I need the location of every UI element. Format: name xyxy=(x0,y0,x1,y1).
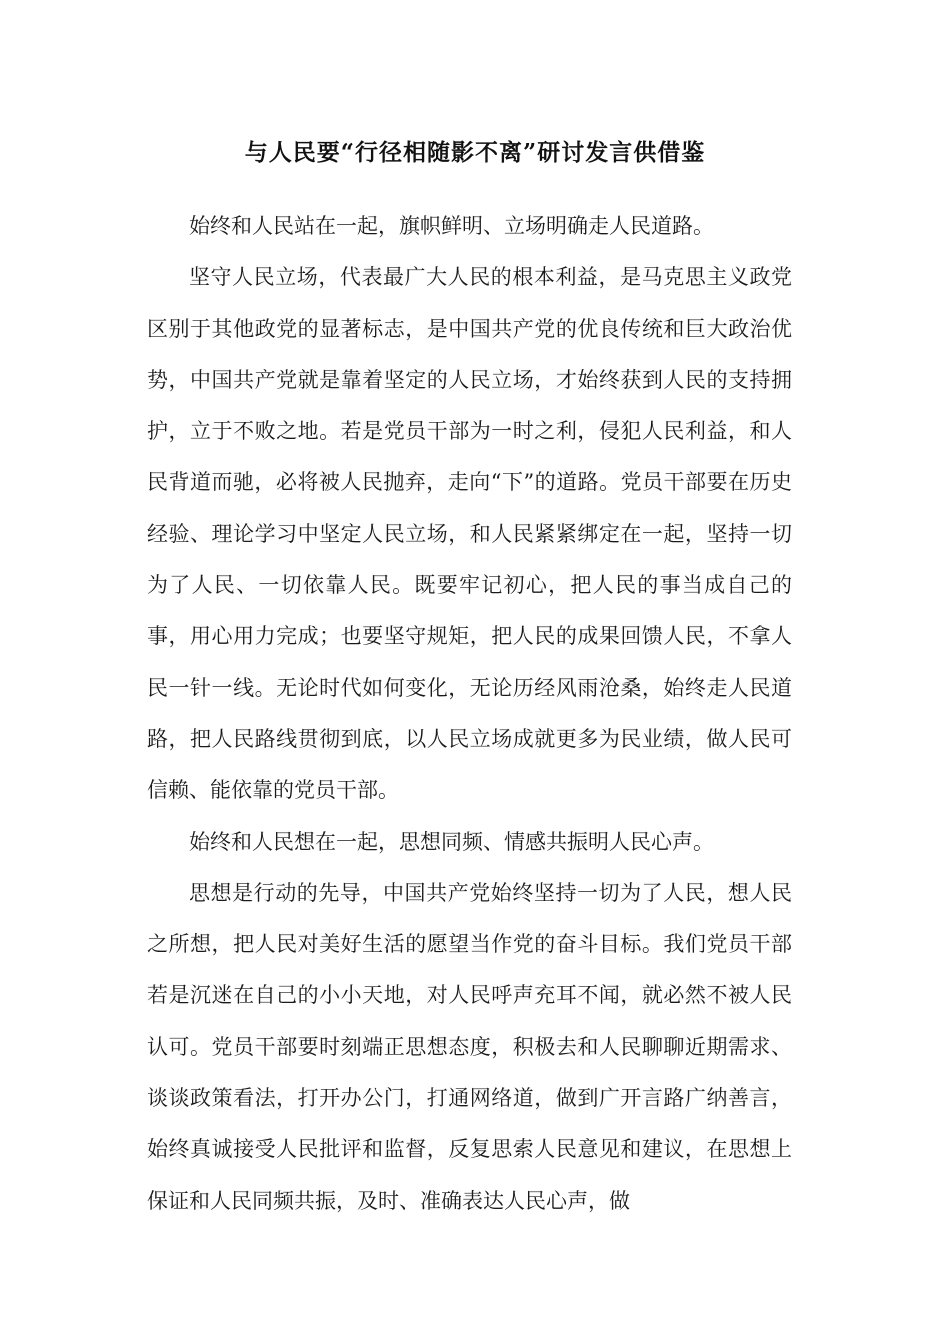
paragraph: 始终和人民想在一起，思想同频、情感共振明人民心声。 xyxy=(189,829,714,854)
document-body xyxy=(147,201,792,1227)
paragraph: 坚守人民立场，代表最广大人民的根本利益，是马克思主义政党区别于其他政党的显著标志，是中国共产党的优良传统和巨大政治优势，中国共产党就是靠着坚定的人民立场，才始终获到人民的支持拥护，立于不败之地。若是党员干部为一时之利，侵犯人民利益，和人民背道而驰，必将被人民抛弃，走向“下”的道路。党员干部要在历史经验、理论学习中坚定人民立场，和人民紧紧绑定在一起，坚持一切为了人民、一切依靠人民。既要牢记初心，把人民的事当成自己的事，用心用力完成；也要坚守规矩，把人民的成果回馈人民，不拿人民一针一线。无论时代如何变化，无论历经风雨沧桑，始终走人民道路，把人民路线贯彻到底，以人民立场成就更多为民业绩，做人民可信赖、能依靠的党员干部。 xyxy=(147,265,792,803)
document-title: 与人民要“行径相随影不离”研讨发言供借鉴 xyxy=(244,139,706,166)
paragraph: 始终和人民站在一起，旗帜鲜明、立场明确走人民道路。 xyxy=(189,214,714,238)
paragraph: 思想是行动的先导，中国共产党始终坚持一切为了人民，想人民之所想，把人民对美好生活的愿望当作党的奋斗目标。我们党员干部若是沉迷在自己的小小天地，对人民呼声充耳不闻，就必然不被人民认可。党员干部要时刻端正思想态度，积极去和人民聊聊近期需求、谈谈政策看法，打开办公门，打通网络道，做到广开言路广纳善言，始终真诚接受人民批评和监督，反复思索人民意见和建议，在思想上保证和人民同频共振，及时、准确表达人民心声，做 xyxy=(147,880,792,1213)
